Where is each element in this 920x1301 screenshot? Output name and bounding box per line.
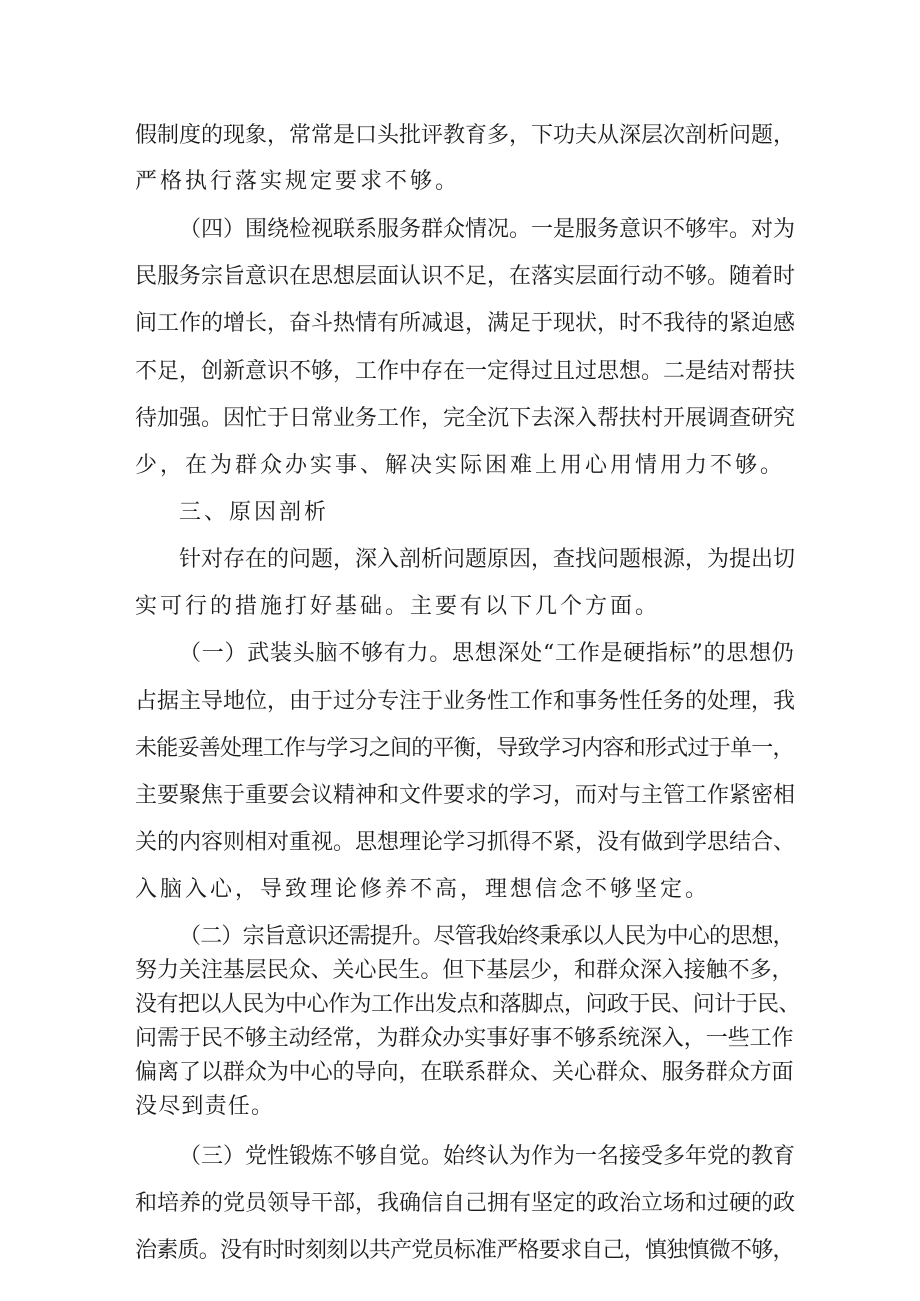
text-line: 入脑入心，导致理论修养不高，理想信念不够坚定。 [135, 877, 711, 902]
text-line: 偏离了以群众为中心的导向，在联系群众、关心群众、服务群众方面 [135, 1060, 794, 1085]
text-line: （二）宗旨意识还需提升。尽管我始终秉承以人民为中心的思想， [179, 924, 794, 949]
text-line: 占据主导地位，由于过分专注于业务性工作和事务性任务的处理，我 [135, 689, 796, 714]
text-line: （四）围绕检视联系服务群众情况。一是服务意识不够牢。对为 [179, 217, 796, 242]
text-line: 没有把以人民为中心作为工作出发点和落脚点，问政于民、问计于民、 [135, 992, 800, 1017]
text-line: 实可行的措施打好基础。主要有以下几个方面。 [135, 594, 661, 619]
text-line: 未能妥善处理工作与学习之间的平衡，导致学习内容和形式过于单一， [135, 736, 794, 761]
text-line: 间工作的增长，奋斗热情有所减退，满足于现状，时不我待的紧迫感 [135, 311, 796, 336]
text-line: （三）党性锻炼不够自觉。始终认为作为一名接受多年党的教育 [179, 1144, 796, 1169]
text-line: 假制度的现象，常常是口头批评教育多，下功夫从深层次剖析问题， [135, 123, 796, 148]
text-line: 待加强。因忙于日常业务工作，完全沉下去深入帮扶村开展调查研究 [135, 406, 796, 431]
heading-text: 三、原因剖析 [179, 500, 330, 525]
text-line: 问需于民不够主动经常，为群众办实事好事不够系统深入，一些工作 [135, 1026, 794, 1051]
text-line: 没尽到责任。 [135, 1094, 275, 1119]
text-line: 和培养的党员领导干部，我确信自己拥有坚定的政治立场和过硬的政 [135, 1191, 796, 1216]
text-line: 主要聚焦于重要会议精神和文件要求的学习，而对与主管工作紧密相 [135, 783, 796, 808]
text-line: 治素质。没有时时刻刻以共产党员标准严格要求自己，慎独慎微不够， [135, 1238, 794, 1263]
text-line: 严格执行落实规定要求不够。 [135, 169, 461, 194]
text-line: 少，在为群众办实事、解决实际困难上用心用情用力不够。 [135, 453, 786, 478]
text-line: 努力关注基层民众、关心民生。但下基层少，和群众深入接触不多， [135, 958, 794, 983]
text-line: （一）武装头脑不够有力。思想深处“工作是硬指标”的思想仍 [179, 641, 795, 666]
text-line: 关的内容则相对重视。思想理论学习抓得不紧，没有做到学思结合、 [135, 830, 796, 855]
text-line: 民服务宗旨意识在思想层面认识不足，在落实层面行动不够。随着时 [135, 264, 796, 289]
text-line: 针对存在的问题，深入剖析问题原因，查找问题根源，为提出切 [179, 547, 796, 572]
text-line: 不足，创新意识不够，工作中存在一定得过且过思想。二是结对帮扶 [135, 359, 796, 384]
